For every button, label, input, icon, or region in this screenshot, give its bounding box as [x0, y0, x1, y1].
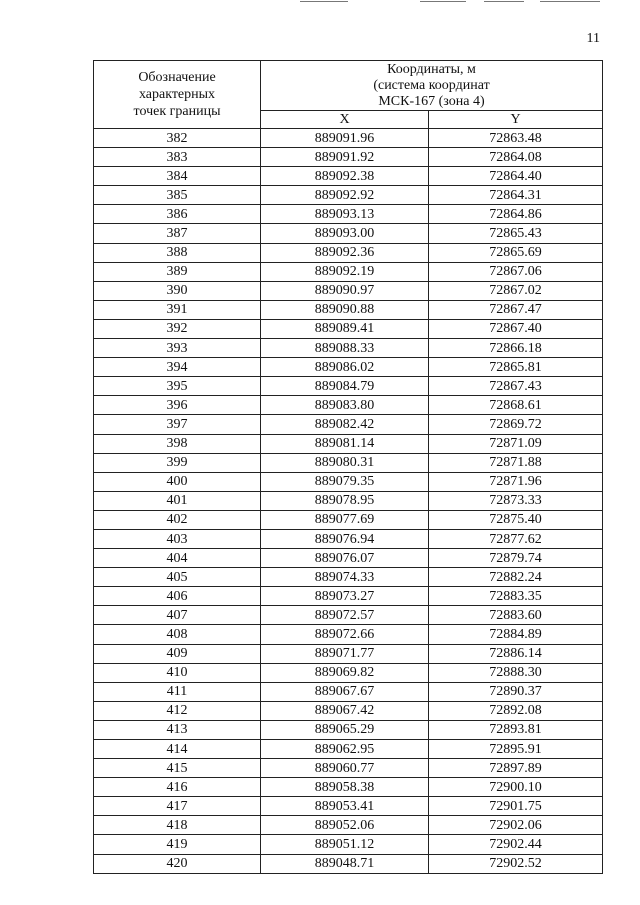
point-header-line-2: характерных — [138, 87, 216, 102]
y-column-header: Y — [429, 111, 603, 129]
y-coordinate-cell: 72877.62 — [429, 529, 603, 548]
point-number-cell: 405 — [94, 568, 261, 587]
y-coordinate-cell: 72867.47 — [429, 300, 603, 319]
y-coordinate-cell: 72865.69 — [429, 243, 603, 262]
table-row — [94, 415, 603, 434]
y-coordinate-cell: 72879.74 — [429, 549, 603, 568]
x-coordinate-cell: 889048.71 — [261, 854, 429, 873]
x-coordinate-cell: 889090.97 — [261, 281, 429, 300]
point-number-cell: 382 — [94, 129, 261, 148]
top-scan-rule — [0, 0, 640, 6]
point-number-cell: 402 — [94, 510, 261, 529]
x-coordinate-cell: 889067.67 — [261, 682, 429, 701]
x-coordinate-cell: 889092.19 — [261, 262, 429, 281]
table-row — [94, 281, 603, 300]
point-number-cell: 403 — [94, 529, 261, 548]
x-coordinate-cell: 889060.77 — [261, 759, 429, 778]
y-coordinate-cell: 72871.96 — [429, 472, 603, 491]
point-number-cell: 395 — [94, 377, 261, 396]
table-row — [94, 854, 603, 873]
y-coordinate-cell: 72893.81 — [429, 720, 603, 739]
y-coordinate-cell: 72864.40 — [429, 167, 603, 186]
y-coordinate-cell: 72867.06 — [429, 262, 603, 281]
y-coordinate-cell: 72902.06 — [429, 816, 603, 835]
point-number-cell: 413 — [94, 720, 261, 739]
coordinates-table — [93, 60, 603, 874]
y-coordinate-cell: 72871.09 — [429, 434, 603, 453]
point-number-cell: 393 — [94, 339, 261, 358]
point-number-cell: 408 — [94, 625, 261, 644]
point-number-cell: 384 — [94, 167, 261, 186]
point-number-cell: 388 — [94, 243, 261, 262]
y-coordinate-cell: 72871.88 — [429, 453, 603, 472]
coordinates-header — [261, 61, 603, 111]
point-number-cell: 396 — [94, 396, 261, 415]
table-row — [94, 720, 603, 739]
point-number-cell: 410 — [94, 663, 261, 682]
table-row — [94, 262, 603, 281]
x-column-header: X — [261, 111, 429, 129]
point-number-cell: 401 — [94, 491, 261, 510]
table-row — [94, 434, 603, 453]
table-row — [94, 625, 603, 644]
x-coordinate-cell: 889058.38 — [261, 778, 429, 797]
y-coordinate-cell: 72900.10 — [429, 778, 603, 797]
coords-header-line-3: МСК-167 (зона 4) — [378, 93, 485, 109]
table-row — [94, 701, 603, 720]
y-coordinate-cell: 72886.14 — [429, 644, 603, 663]
table-row — [94, 339, 603, 358]
x-coordinate-cell: 889090.88 — [261, 300, 429, 319]
x-coordinate-cell: 889051.12 — [261, 835, 429, 854]
table-row — [94, 377, 603, 396]
y-coordinate-cell: 72873.33 — [429, 491, 603, 510]
y-coordinate-cell: 72890.37 — [429, 682, 603, 701]
x-coordinate-cell: 889080.31 — [261, 453, 429, 472]
x-coordinate-cell: 889065.29 — [261, 720, 429, 739]
x-coordinate-cell: 889062.95 — [261, 740, 429, 759]
x-coordinate-cell: 889084.79 — [261, 377, 429, 396]
y-coordinate-cell: 72884.89 — [429, 625, 603, 644]
point-number-cell: 394 — [94, 358, 261, 377]
point-number-cell: 389 — [94, 262, 261, 281]
table-row — [94, 224, 603, 243]
point-number-cell: 383 — [94, 148, 261, 167]
x-coordinate-cell: 889052.06 — [261, 816, 429, 835]
y-coordinate-cell: 72902.52 — [429, 854, 603, 873]
table-row — [94, 243, 603, 262]
y-coordinate-cell: 72864.86 — [429, 205, 603, 224]
x-coordinate-cell: 889072.57 — [261, 606, 429, 625]
x-coordinate-cell: 889082.42 — [261, 415, 429, 434]
point-designation-header — [94, 61, 261, 129]
x-coordinate-cell: 889074.33 — [261, 568, 429, 587]
table-row — [94, 358, 603, 377]
x-coordinate-cell: 889088.33 — [261, 339, 429, 358]
table-row — [94, 797, 603, 816]
point-number-cell: 415 — [94, 759, 261, 778]
y-coordinate-cell: 72867.02 — [429, 281, 603, 300]
x-coordinate-cell: 889092.38 — [261, 167, 429, 186]
table-row — [94, 663, 603, 682]
point-number-cell: 390 — [94, 281, 261, 300]
y-coordinate-cell: 72865.81 — [429, 358, 603, 377]
y-coordinate-cell: 72883.35 — [429, 587, 603, 606]
table-row — [94, 682, 603, 701]
x-coordinate-cell: 889086.02 — [261, 358, 429, 377]
coords-header-line-1: Координаты, м — [387, 61, 476, 77]
point-number-cell: 385 — [94, 186, 261, 205]
y-coordinate-cell: 72863.48 — [429, 129, 603, 148]
point-number-cell: 391 — [94, 300, 261, 319]
x-coordinate-cell: 889077.69 — [261, 510, 429, 529]
y-coordinate-cell: 72864.31 — [429, 186, 603, 205]
point-number-cell: 419 — [94, 835, 261, 854]
table-row — [94, 778, 603, 797]
table-row — [94, 510, 603, 529]
table-row — [94, 568, 603, 587]
point-number-cell: 392 — [94, 319, 261, 338]
table-row — [94, 606, 603, 625]
table-row — [94, 835, 603, 854]
y-coordinate-cell: 72866.18 — [429, 339, 603, 358]
table-row — [94, 129, 603, 148]
y-coordinate-cell: 72901.75 — [429, 797, 603, 816]
table-row — [94, 167, 603, 186]
x-coordinate-cell: 889073.27 — [261, 587, 429, 606]
table-row — [94, 759, 603, 778]
table-row — [94, 396, 603, 415]
y-coordinate-cell: 72897.89 — [429, 759, 603, 778]
point-number-cell: 398 — [94, 434, 261, 453]
x-coordinate-cell: 889093.00 — [261, 224, 429, 243]
y-coordinate-cell: 72888.30 — [429, 663, 603, 682]
table-row — [94, 205, 603, 224]
page-number: 11 — [586, 31, 600, 46]
point-number-cell: 386 — [94, 205, 261, 224]
x-coordinate-cell: 889067.42 — [261, 701, 429, 720]
table-row — [94, 319, 603, 338]
point-number-cell: 411 — [94, 682, 261, 701]
point-number-cell: 409 — [94, 644, 261, 663]
table-row — [94, 587, 603, 606]
y-coordinate-cell: 72882.24 — [429, 568, 603, 587]
table-row — [94, 148, 603, 167]
x-coordinate-cell: 889078.95 — [261, 491, 429, 510]
point-number-cell: 407 — [94, 606, 261, 625]
point-number-cell: 387 — [94, 224, 261, 243]
x-coordinate-cell: 889091.92 — [261, 148, 429, 167]
table-row — [94, 300, 603, 319]
point-number-cell: 412 — [94, 701, 261, 720]
point-number-cell: 418 — [94, 816, 261, 835]
table-row — [94, 740, 603, 759]
table-row — [94, 453, 603, 472]
y-coordinate-cell: 72867.43 — [429, 377, 603, 396]
x-coordinate-cell: 889081.14 — [261, 434, 429, 453]
x-coordinate-cell: 889079.35 — [261, 472, 429, 491]
x-coordinate-cell: 889069.82 — [261, 663, 429, 682]
table-row — [94, 549, 603, 568]
point-number-cell: 400 — [94, 472, 261, 491]
point-number-cell: 414 — [94, 740, 261, 759]
point-number-cell: 406 — [94, 587, 261, 606]
y-coordinate-cell: 72867.40 — [429, 319, 603, 338]
x-coordinate-cell: 889071.77 — [261, 644, 429, 663]
x-coordinate-cell: 889093.13 — [261, 205, 429, 224]
x-coordinate-cell: 889091.96 — [261, 129, 429, 148]
x-coordinate-cell: 889083.80 — [261, 396, 429, 415]
table-row — [94, 644, 603, 663]
table-row — [94, 186, 603, 205]
x-coordinate-cell: 889053.41 — [261, 797, 429, 816]
point-number-cell: 417 — [94, 797, 261, 816]
x-coordinate-cell: 889092.92 — [261, 186, 429, 205]
point-number-cell: 420 — [94, 854, 261, 873]
table-row — [94, 816, 603, 835]
point-number-cell: 397 — [94, 415, 261, 434]
x-coordinate-cell: 889076.94 — [261, 529, 429, 548]
point-header-line-3: точек границы — [133, 104, 221, 119]
x-coordinate-cell: 889092.36 — [261, 243, 429, 262]
y-coordinate-cell: 72868.61 — [429, 396, 603, 415]
point-header-line-1: Обозначение — [138, 70, 216, 85]
x-coordinate-cell: 889089.41 — [261, 319, 429, 338]
table-row — [94, 529, 603, 548]
y-coordinate-cell: 72892.08 — [429, 701, 603, 720]
y-coordinate-cell: 72864.08 — [429, 148, 603, 167]
point-number-cell: 404 — [94, 549, 261, 568]
coords-header-line-2: (система координат — [373, 77, 490, 93]
y-coordinate-cell: 72865.43 — [429, 224, 603, 243]
y-coordinate-cell: 72895.91 — [429, 740, 603, 759]
y-coordinate-cell: 72875.40 — [429, 510, 603, 529]
x-coordinate-cell: 889076.07 — [261, 549, 429, 568]
point-number-cell: 399 — [94, 453, 261, 472]
y-coordinate-cell: 72902.44 — [429, 835, 603, 854]
x-coordinate-cell: 889072.66 — [261, 625, 429, 644]
y-coordinate-cell: 72869.72 — [429, 415, 603, 434]
point-number-cell: 416 — [94, 778, 261, 797]
table-row — [94, 472, 603, 491]
y-coordinate-cell: 72883.60 — [429, 606, 603, 625]
table-row — [94, 491, 603, 510]
